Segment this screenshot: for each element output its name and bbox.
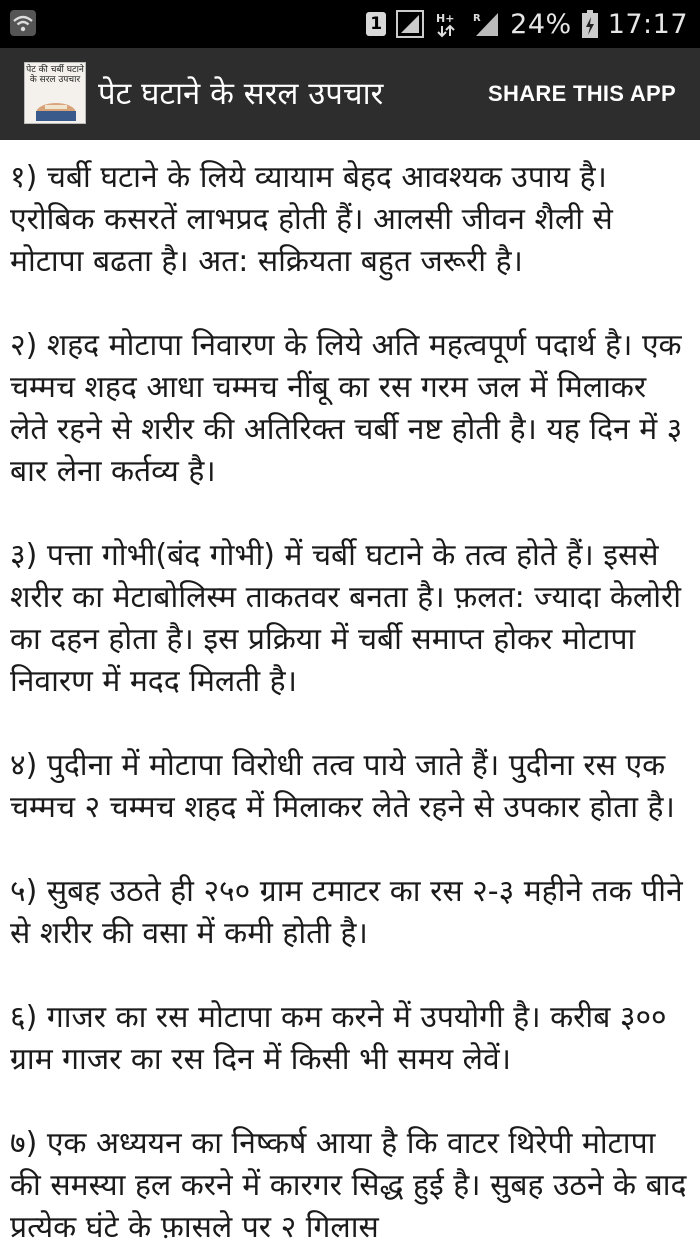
battery-charging-icon — [582, 10, 598, 38]
signal-icon — [396, 10, 424, 38]
status-icons — [366, 0, 688, 48]
network-hplus-icon — [434, 10, 462, 38]
app-title: पेट घटाने के सरल उपचार — [98, 76, 384, 112]
sim-badge: 1 — [366, 12, 386, 36]
status-bar — [0, 0, 700, 48]
remedy-paragraph: ४) पुदीना में मोटापा विरोधी तत्व पाये जाते हैं। पुदीना रस एक चम्मच २ चम्मच शहद में मिलाकर लेते रहने से उपकार होता है। — [10, 748, 675, 825]
remedy-paragraph: ७) एक अध्ययन का निष्कर्ष आया है कि वाटर थिरेपी मोटापा की समस्या हल करने में कारगर सिद्ध हुई है। सुबह उठने के बाद प्रत्येक घंटे के फ़ासले पर २ गिलास — [10, 1126, 687, 1244]
article-content[interactable] — [0, 140, 700, 1244]
remedy-paragraph: २) शहद मोटापा निवारण के लिये अति महत्वपूर्ण पदार्थ है। एक चम्मच शहद आधा चम्मच नींबू का रस गरम जल में मिलाकर लेते रहने से शरीर की अतिरिक्त चर्बी नष्ट होती है। यह दिन में ३ बार लेना कर्तव्य है। — [10, 328, 683, 489]
app-logo — [24, 62, 86, 124]
share-app-button[interactable]: SHARE THIS APP — [488, 81, 676, 106]
svg-text:R: R — [473, 13, 481, 24]
clock: 17:17 — [607, 8, 688, 40]
wifi-icon — [10, 10, 36, 36]
remedy-paragraph: ५) सुबह उठते ही २५० ग्राम टमाटर का रस २-३ महीने तक पीने से शरीर की वसा में कमी होती है। — [10, 874, 683, 951]
roaming-signal-icon — [472, 10, 500, 38]
belly-figure-icon — [31, 93, 81, 121]
remedy-paragraph: ३) पत्ता गोभी(बंद गोभी) में चर्बी घटाने के तत्व होते हैं। इससे शरीर का मेटाबोलिस्म ताकतवर बनता है। फ़लत: ज्यादा केलोरी का दहन होता है। इस प्रक्रिया में चर्बी समाप्त होकर मोटापा निवारण में मदद मिलती है। — [10, 538, 682, 699]
app-logo-text: पेट की चर्बी घटाने के सरल उपचार — [26, 65, 84, 85]
battery-percent: 24% — [510, 8, 572, 40]
svg-text:H+: H+ — [436, 12, 455, 25]
article-body — [0, 157, 700, 1244]
remedy-paragraph: ६) गाजर का रस मोटापा कम करने में उपयोगी है। करीब ३०० ग्राम गाजर का रस दिन में किसी भी समय लेवें। — [10, 1000, 667, 1077]
remedy-paragraph: १) चर्बी घटाने के लिये व्यायाम बेहद आवश्यक उपाय है। एरोबिक कसरतें लाभप्रद होती हैं। आलसी जीवन शैली से मोटापा बढता है। अत: सक्रियता बहुत जरूरी है। — [10, 160, 613, 279]
app-bar — [0, 48, 700, 140]
